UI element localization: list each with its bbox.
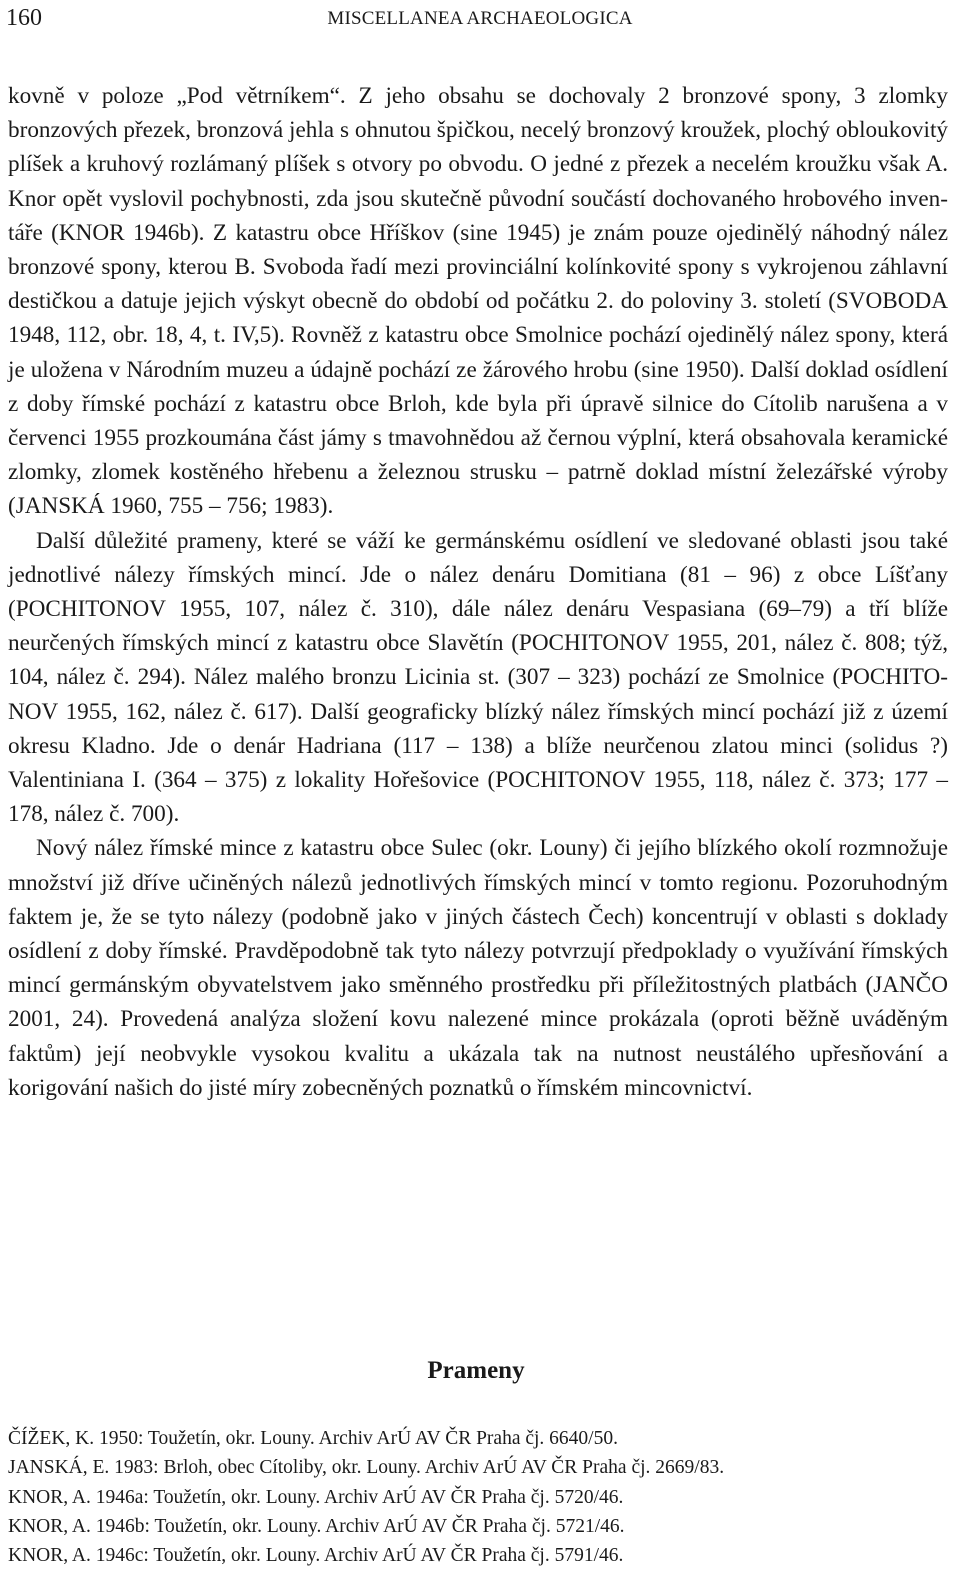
paragraph: kovně v poloze „Pod větrníkem“. Z jeho obsahu se dochovaly 2 bronzové spony, 3 zlomky bronzových přezek, bronzová jehla s ohnutou špičkou, necelý bronzový kroužek, plochý obloukovitý plíšek a kruhový rozlámaný plíšek s otvory po obvodu. O jedné z přezek a necelém kroužku však A. Knor opět vyslovil pochybnosti, zda jsou skutečně původní součástí dochovaného hrobového inventáře (KNOR 1946b). Z katastru obce Hříškov (sine 1945) je znám pouze ojedinělý náhodný nález bronzové spony, kterou B. Svoboda řadí mezi provinciální kolínkovité spony s vykrojenou záhlavní destičkou a datuje jejich výskyt obecně do období od počátku 2. do poloviny 3. století (SVOBODA 1948, 112, obr. 18, 4, t. IV,5). Rovněž z katastru obce Smolnice pochází ojedinělý nález spony, která je uložena v Národním muzeu a údajně pochází ze žárového hrobu (sine 1950). Další doklad osídlení z doby římské pochází z katastru obce Brloh, kde byla při úpravě silnice do Cítolib narušena a v červenci 1955 prozkoumána část jámy s tmavohnědou až černou výplní, která obsahovala keramické zlomky, zlomek kostěného hřebenu a železnou strusku – patrně doklad místní železářské výroby (JANSKÁ 1960, 755 – 756; 1983). [8, 83, 948, 520]
page-number: 160 [6, 5, 42, 31]
source-entry: KNOR, A. 1946b: Toužetín, okr. Louny. Archiv ArÚ AV ČR Praha čj. 5721/46. [8, 1515, 625, 1537]
source-entry: KNOR, A. 1946c: Toužetín, okr. Louny. Archiv ArÚ AV ČR Praha čj. 5791/46. [8, 1545, 624, 1567]
sources-list [8, 1424, 948, 1570]
running-title: MISCELLANEA ARCHAEOLOGICA [327, 8, 633, 29]
paragraph: Nový nález římské mince z katastru obce Sulec (okr. Louny) či jejího blízkého okolí rozmnožuje množství již dříve učiněných nálezů jednotlivých římských mincí v tomto regionu. Pozoruhodným faktem je, že se tyto nálezy (podobně jako v jiných částech Čech) koncentrují v oblasti s doklady osídlení z doby římské. Pravděpodobně tak tyto nálezy potvrzují předpoklady o využívání římských mincí germánským obyvatelstvem jako směnného prostředku při příležitostných platbách (JANČO 2001, 24). Provedená analýza složení kovu nalezené mince prokázala (oproti běžně uváděným faktům) její neobvykle vysokou kvalitu a ukázala tak na nutnost neustálého upřesňování a korigování našich do jisté míry zobecněných poznatků o římském mincovnictví. [8, 835, 948, 1101]
source-entry: ČÍŽEK, K. 1950: Toužetín, okr. Louny. Archiv ArÚ AV ČR Praha čj. 6640/50. [8, 1428, 618, 1449]
article-body [8, 79, 948, 1105]
paragraph: Další důležité prameny, které se váží ke germánskému osídlení ve sledované oblasti jsou také jednotlivé nálezy římských mincí. Jde o nález denáru Domitiana (81 – 96) z obce Líšťany (POCHITONOV 1955, 107, nález č. 310), dále nález denáru Vespasiana (69–79) a tří blíže neurčených římských mincí z katastru obce Slavětín (POCHITONOV 1955, 201, nález č. 808; týž, 104, nález č. 294). Nález malého bronzu Licinia st. (307 – 323) pochází ze Smolnice (POCHITONOV 1955, 162, nález č. 617). Další geograficky blízký nález římských mincí pochází již z území okresu Kladno. Jde o denár Hadriana (117 – 138) a blíže neurčenou zlatou minci (solidus ?) Valentiniana I. (364 – 375) z lokality Hořešovice (POCHITONOV 1955, 118, nález č. 373; 177 – 178, nález č. 700). [8, 527, 948, 828]
source-entry: KNOR, A. 1946a: Toužetín, okr. Louny. Archiv ArÚ AV ČR Praha čj. 5720/46. [8, 1486, 624, 1508]
source-entry: JANSKÁ, E. 1983: Brloh, obec Cítoliby, okr. Louny. Archiv ArÚ AV ČR Praha čj. 2669/83. [8, 1457, 725, 1479]
section-heading-sources: Prameny [427, 1357, 525, 1384]
